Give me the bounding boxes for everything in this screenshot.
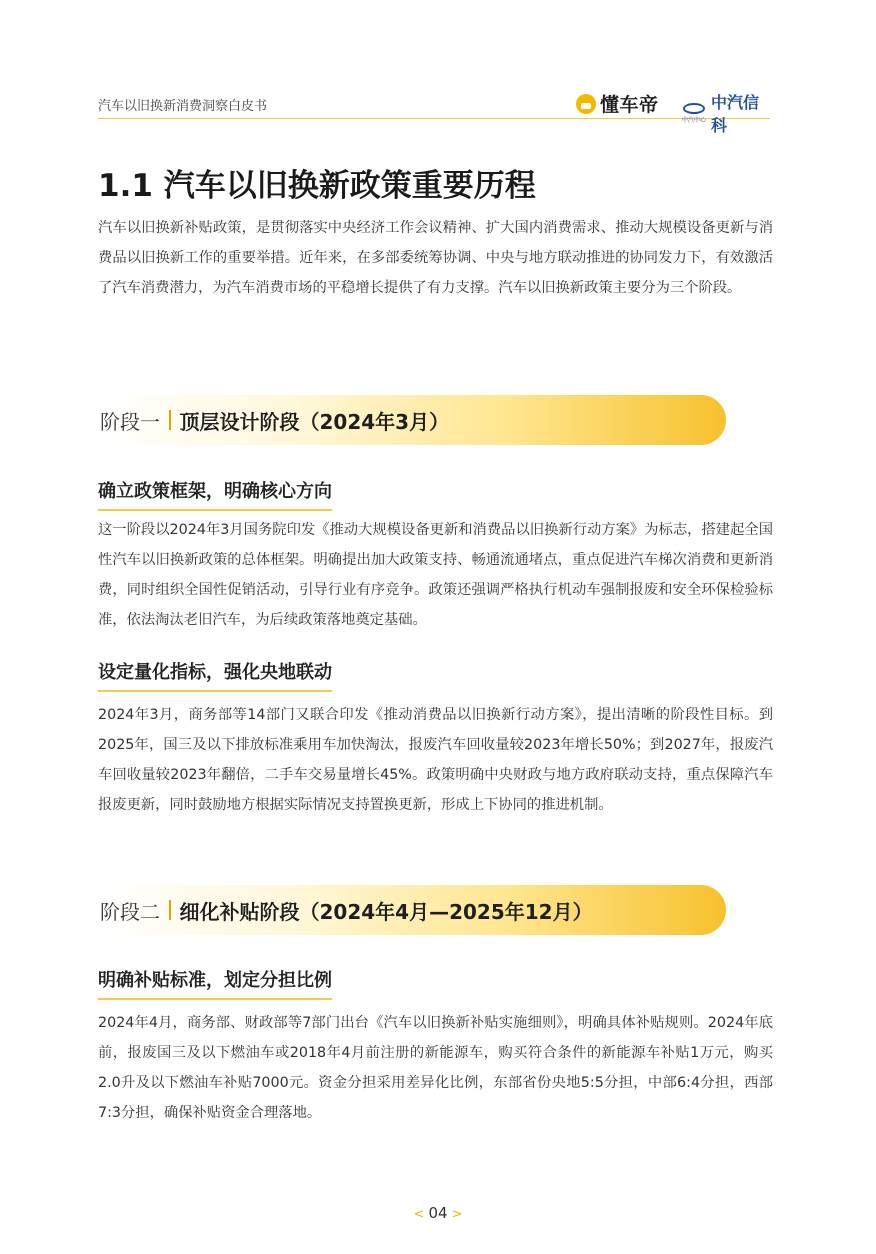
stage-one-name: 顶层设计阶段（2024年3月） — [179, 409, 450, 434]
stage-divider — [169, 900, 171, 920]
section-heading-subsidy: 明确补贴标准，划定分担比例 — [98, 966, 332, 1000]
section-heading-framework: 确立政策框架，明确核心方向 — [98, 477, 332, 511]
section-body-subsidy: 2024年4月，商务部、财政部等7部门出台《汽车以旧换新补贴实施细则》，明确具体补贴规则。2024年底前，报废国三及以下燃油车或2018年4月前注册的新能源车，购买符合条件的新能源车补贴1万元，购买2.0升及以下燃油车补贴7000元。资金分担采用差异化比例，东部省份央地5:5分担，中部6:4分担，西部7:3分担，确保补贴资金合理落地。 — [98, 1015, 773, 1121]
intro-paragraph: 汽车以旧换新补贴政策，是贯彻落实中央经济工作会议精神、扩大国内消费需求、推动大规模设备更新与消费品以旧换新工作的重要举措。近年来，在多部委统筹协调、中央与地方联动推进的协同发力下，有效激活了汽车消费潜力，为汽车消费市场的平稳增长提供了有力支撑。汽车以旧换新政策主要分为三个阶段。 — [98, 220, 773, 296]
section-heading-targets: 设定量化指标，强化央地联动 — [98, 658, 332, 692]
chevron-left-icon: < — [413, 1207, 425, 1222]
page-header — [98, 78, 770, 135]
section-body-targets: 2024年3月，商务部等14部门又联合印发《推动消费品以旧换新行动方案》，提出清晰的阶段性目标。到2025年，国三及以下排放标准乘用车加快淘汰，报废汽车回收量较2023年增长50%；到2027年，报废汽车回收量较2023年翻倍，二手车交易量增长45%。政策明确中央财政与地方政府联动支持，重点保障汽车报废更新，同时鼓励地方根据实际情况支持置换更新，形成上下协同的推进机制。 — [98, 707, 773, 813]
stage-two-name: 细化补贴阶段（2024年4月—2025年12月） — [179, 899, 593, 924]
catarc-logo — [682, 90, 770, 136]
dongchedi-logo-icon — [576, 94, 596, 114]
stage-two-banner — [98, 885, 726, 935]
stage-divider — [169, 410, 171, 430]
catarc-logo-subtext: 中汽中心 — [682, 116, 707, 124]
page-number-value: 04 — [428, 1204, 448, 1222]
page-title: 1.1 汽车以旧换新政策重要历程 — [98, 168, 536, 204]
catarc-logo-text: 中汽信科 — [711, 93, 760, 135]
page-number — [0, 1204, 876, 1222]
stage-two-label: 阶段二 — [100, 899, 160, 924]
stage-one-label: 阶段一 — [100, 409, 160, 434]
dongchedi-logo-text: 懂车帝 — [600, 94, 659, 116]
stage-one-banner — [98, 395, 726, 445]
section-body-framework: 这一阶段以2024年3月国务院印发《推动大规模设备更新和消费品以旧换新行动方案》为标志，搭建起全国性汽车以旧换新政策的总体框架。明确提出加大政策支持、畅通流通堵点，重点促进汽车梯次消费和更新消费，同时组织全国性促销活动，引导行业有序竞争。政策还强调严格执行机动车强制报废和安全环保检验标准，依法淘汰老旧汽车，为后续政策落地奠定基础。 — [98, 522, 773, 628]
catarc-logo-icon — [682, 103, 706, 124]
dongchedi-logo — [576, 90, 659, 117]
document-title: 汽车以旧换新消费洞察白皮书 — [98, 99, 268, 114]
chevron-right-icon: > — [451, 1207, 463, 1222]
